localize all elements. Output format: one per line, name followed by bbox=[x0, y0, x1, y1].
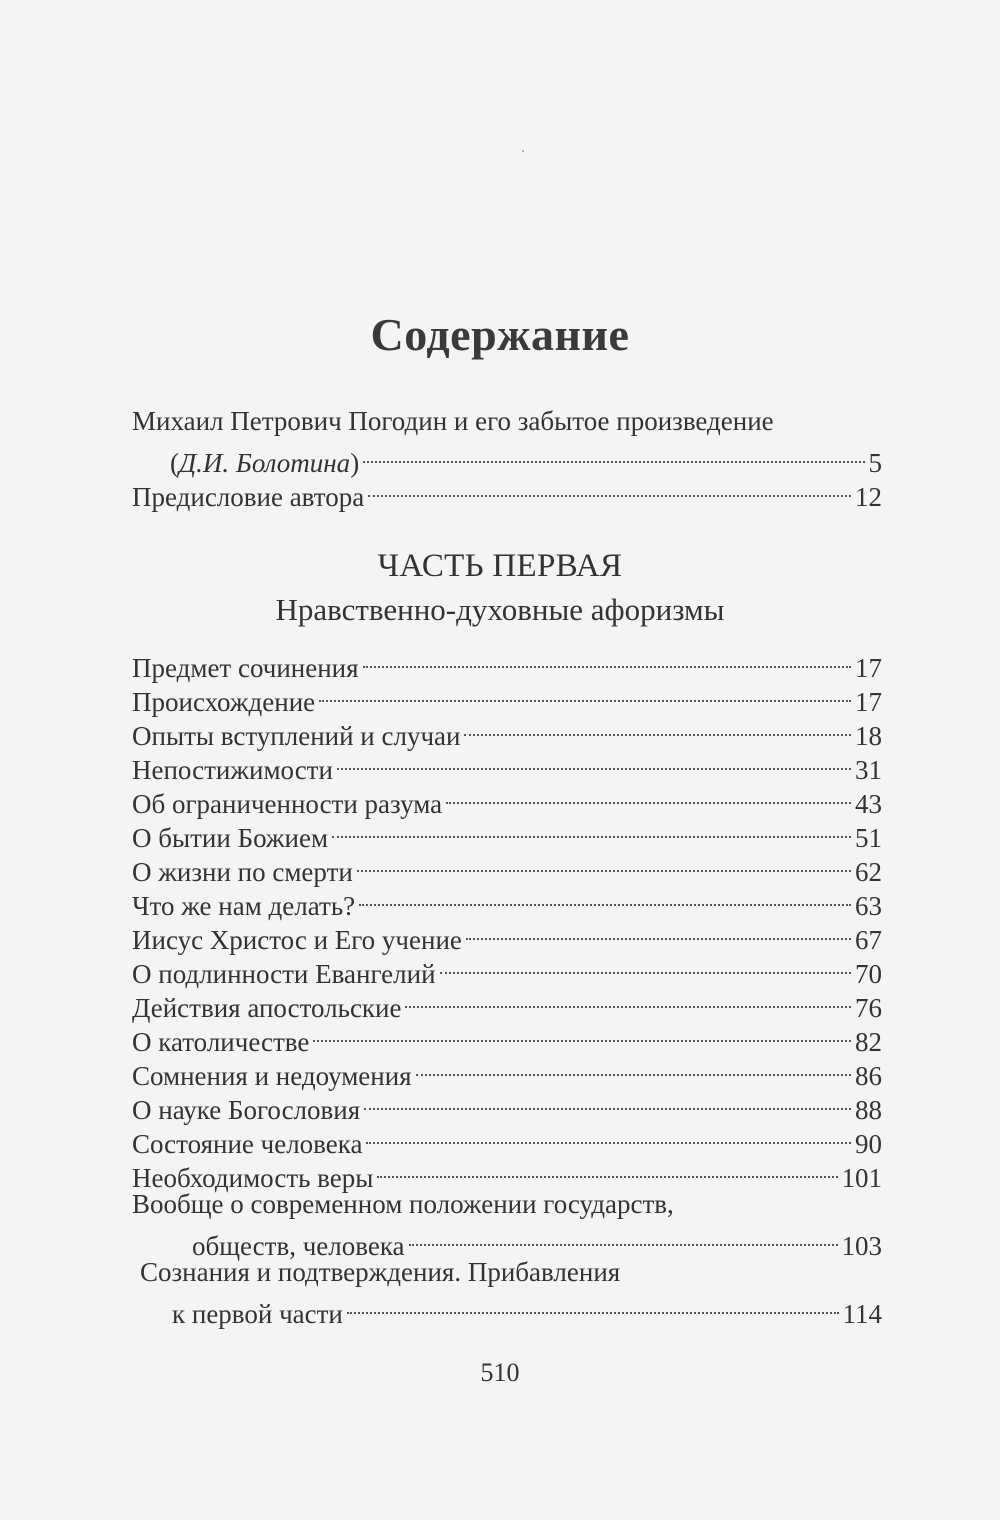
toc-entry-label: О подлинности Евангелий bbox=[132, 959, 436, 989]
toc-entry-line bbox=[132, 1221, 882, 1261]
toc-entry-page: 101 bbox=[841, 1163, 882, 1193]
dot-leader bbox=[337, 745, 851, 779]
toc-entry-page: 12 bbox=[855, 482, 882, 512]
dot-leader bbox=[377, 1153, 837, 1187]
dot-leader bbox=[347, 1289, 839, 1323]
dot-leader bbox=[466, 915, 851, 949]
toc-entry-page: 43 bbox=[855, 789, 882, 819]
toc-entry-label: Михаил Петрович Погодин и его забытое произведение bbox=[132, 406, 774, 436]
toc-entry-page: 63 bbox=[855, 891, 882, 921]
toc-entry-line bbox=[132, 1255, 882, 1289]
toc-front-matter bbox=[132, 404, 882, 512]
dot-leader bbox=[366, 1119, 851, 1153]
dot-leader bbox=[364, 1085, 851, 1119]
toc-entry-page: 114 bbox=[842, 1299, 882, 1329]
toc-entry-label: О бытии Божием bbox=[132, 823, 329, 853]
dot-leader bbox=[440, 949, 851, 983]
toc-entry-line bbox=[132, 1289, 882, 1329]
toc-entry-label: Действия апостольские bbox=[132, 993, 402, 1023]
toc-entry-page: 86 bbox=[855, 1061, 882, 1091]
toc-entry-page: 103 bbox=[841, 1231, 882, 1261]
dot-leader bbox=[363, 438, 864, 472]
toc-entry-label: Иисус Христос и Его учение bbox=[132, 925, 462, 955]
dot-leader bbox=[405, 983, 851, 1017]
dot-leader bbox=[368, 472, 851, 506]
toc-entry-page: 51 bbox=[855, 823, 882, 853]
dot-leader bbox=[319, 677, 851, 711]
toc-entry-label: Вообще о современном положении государств, bbox=[132, 1189, 674, 1219]
toc-entry-label: О жизни по смерти bbox=[132, 857, 353, 887]
toc-entry-page: 17 bbox=[855, 653, 882, 683]
toc-entry-line bbox=[132, 643, 882, 683]
toc-entry-label: Что же нам делать? bbox=[132, 891, 356, 921]
toc-entry-label: Происхождение bbox=[132, 687, 316, 717]
paper-speck bbox=[522, 150, 524, 152]
toc-entry-label: (Д.И. Болотина) bbox=[170, 448, 360, 478]
part-subheading: Нравственно-духовные афоризмы bbox=[275, 592, 725, 627]
toc-entry-label: Об ограниченности разума bbox=[132, 789, 443, 819]
toc-entry-label: О науке Богословия bbox=[132, 1095, 361, 1125]
toc-entry-line bbox=[132, 404, 882, 438]
toc-entry-label: Состояние человека bbox=[132, 1129, 363, 1159]
toc-entry-page: 70 bbox=[855, 959, 882, 989]
toc-entry-label: Опыты вступлений и случаи bbox=[132, 721, 461, 751]
toc-entry-label: О католичестве bbox=[132, 1027, 310, 1057]
toc-entry-label: к первой части bbox=[172, 1299, 343, 1329]
dot-leader bbox=[359, 881, 851, 915]
toc-entry-page: 62 bbox=[855, 857, 882, 887]
toc-part-one bbox=[132, 643, 882, 1329]
dot-leader bbox=[464, 711, 851, 745]
toc-entry-page: 5 bbox=[868, 448, 882, 478]
toc-entry-line bbox=[132, 1187, 882, 1221]
toc-entry-page: 18 bbox=[855, 721, 882, 751]
toc-entry-page: 82 bbox=[855, 1027, 882, 1057]
toc-entry-line bbox=[132, 438, 882, 478]
page-number: 510 bbox=[480, 1358, 520, 1387]
toc-entry-label: Предмет сочинения bbox=[132, 653, 359, 683]
toc-entry-page: 31 bbox=[855, 755, 882, 785]
part-heading: ЧАСТЬ ПЕРВАЯ bbox=[377, 548, 623, 584]
dot-leader bbox=[363, 643, 851, 677]
page-title: Содержание bbox=[370, 309, 630, 360]
toc-entry-label: Сомнения и недоумения bbox=[132, 1061, 412, 1091]
toc-entry-page: 88 bbox=[855, 1095, 882, 1125]
dot-leader bbox=[357, 847, 851, 881]
toc-entry-label: Непостижимости bbox=[132, 755, 333, 785]
dot-leader bbox=[332, 813, 851, 847]
toc-entry-author: Д.И. Болотина bbox=[179, 448, 351, 478]
toc-entry-page: 76 bbox=[855, 993, 882, 1023]
toc-entry-page: 67 bbox=[855, 925, 882, 955]
toc-entry-label: Необходимость веры bbox=[132, 1163, 374, 1193]
dot-leader bbox=[446, 779, 851, 813]
dot-leader bbox=[313, 1017, 851, 1051]
toc-entry-label: Предисловие автора bbox=[132, 482, 365, 512]
toc-entry-label: Сознания и подтверждения. Прибавления bbox=[140, 1257, 621, 1287]
toc-entry-page: 17 bbox=[855, 687, 882, 717]
toc-entry-page: 90 bbox=[855, 1129, 882, 1159]
dot-leader bbox=[416, 1051, 851, 1085]
dot-leader bbox=[409, 1221, 838, 1255]
toc-entry-label: обществ, человека bbox=[192, 1231, 405, 1261]
